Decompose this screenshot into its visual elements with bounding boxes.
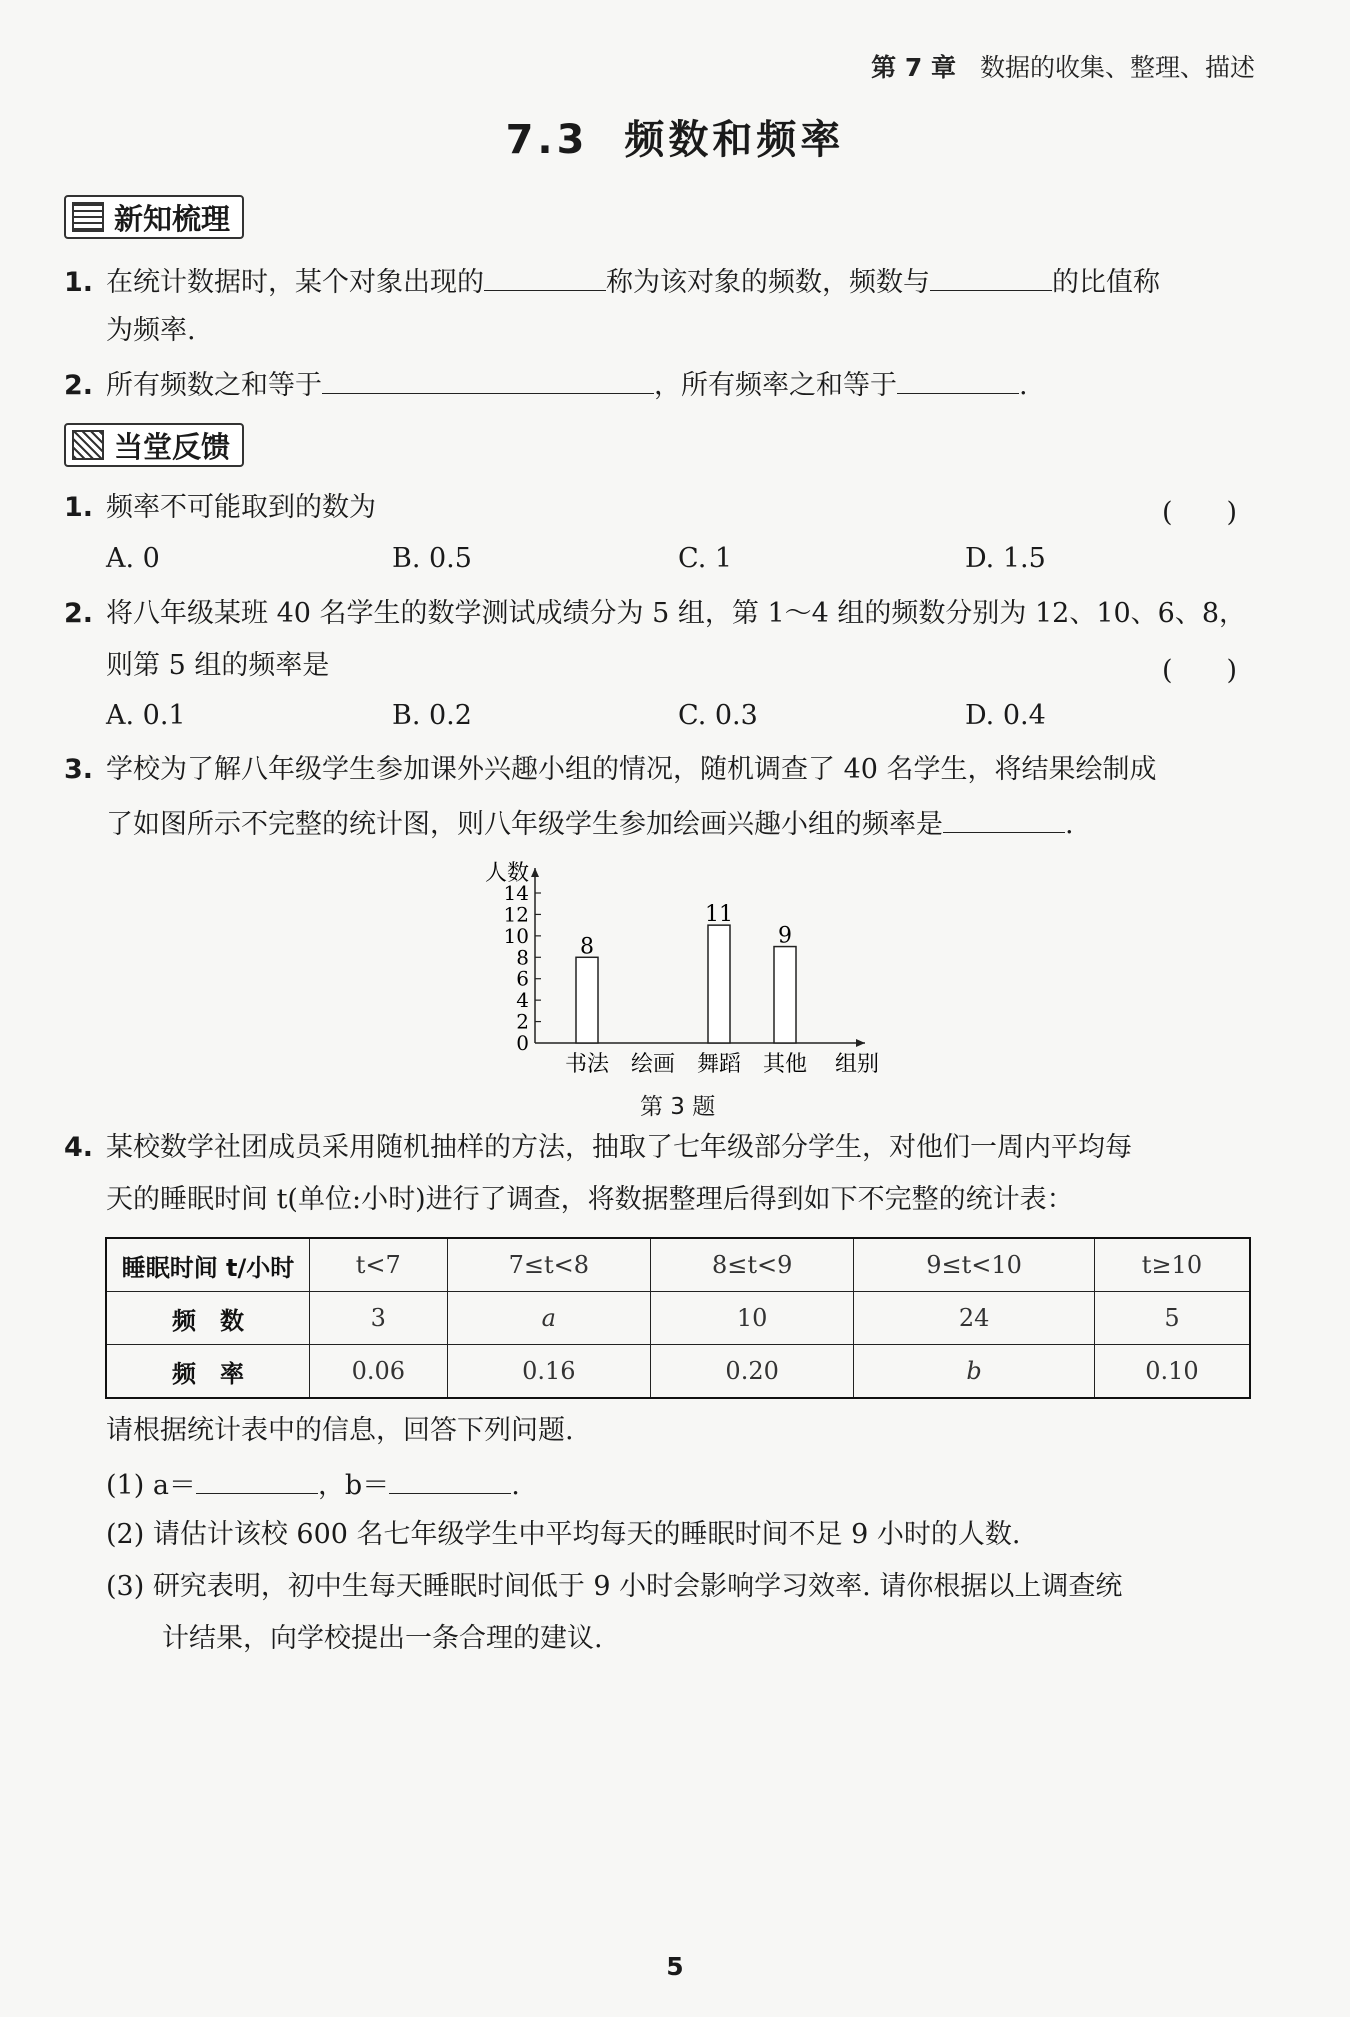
option-d[interactable]: D. 0.4: [965, 700, 1046, 731]
feedback-q3-line2: [106, 804, 1074, 843]
bar-chart: [470, 858, 910, 1088]
x-axis-label: 组别: [834, 1052, 880, 1077]
question-text: 频率不可能取到的数为: [106, 492, 376, 523]
feedback-q2-line2: 则第 5 组的频率是: [106, 650, 330, 681]
section-tag-knowledge: [64, 195, 244, 239]
y-tick-label: 12: [503, 902, 529, 927]
feedback-q1: [64, 490, 376, 526]
section-number: 7.3: [505, 117, 589, 163]
answer-blank[interactable]: [484, 262, 606, 291]
option-a[interactable]: A. 0: [106, 543, 160, 574]
table-cell: 10: [650, 1292, 853, 1345]
data-label: 9: [778, 923, 792, 949]
answer-blank[interactable]: [897, 365, 1019, 394]
page-title: [0, 108, 1350, 165]
table-cell: b: [854, 1345, 1095, 1399]
question-text: .: [1019, 370, 1028, 401]
chapter-label: 第 7 章: [871, 53, 956, 82]
question-text: (1) a＝: [106, 1470, 196, 1501]
option-c[interactable]: C. 0.3: [678, 700, 758, 731]
bar: [576, 957, 598, 1043]
question-text: ，b＝: [317, 1470, 390, 1501]
table-cell: 睡眠时间 t/小时: [106, 1238, 310, 1292]
page-number: 5: [666, 1952, 684, 1981]
chart-caption: 第 3 题: [640, 1094, 716, 1120]
x-tick-label: 绘画: [630, 1052, 676, 1077]
question-text: 所有频数之和等于: [106, 370, 322, 401]
y-tick-label: 8: [516, 945, 529, 970]
section-label: 新知梳理: [114, 201, 231, 236]
bar: [708, 925, 730, 1043]
question-number: 1.: [64, 267, 94, 298]
question-text: 在统计数据时，某个对象出现的: [106, 267, 484, 298]
table-cell: a: [447, 1292, 650, 1345]
answer-paren[interactable]: ( ): [1162, 655, 1238, 686]
x-tick-label: 舞蹈: [696, 1052, 742, 1077]
feedback-q4-line1: [64, 1130, 1132, 1166]
q4-sub1: [106, 1465, 520, 1504]
data-label: 8: [580, 934, 594, 960]
option-b[interactable]: B. 0.5: [392, 543, 472, 574]
question-number: 4.: [64, 1132, 94, 1163]
x-axis-arrow: [856, 1039, 865, 1047]
q4-sub3-line2: 计结果，向学校提出一条合理的建议.: [162, 1623, 603, 1654]
table-cell: 5: [1094, 1292, 1250, 1345]
q4-prompt: 请根据统计表中的信息，回答下列问题.: [106, 1415, 574, 1446]
knowledge-q2: [64, 365, 1028, 404]
knowledge-q1-line1: [64, 262, 1160, 301]
chapter-subject: 数据的收集、整理、描述: [979, 53, 1255, 82]
answer-blank[interactable]: [930, 262, 1052, 291]
feedback-q3-line1: [64, 752, 1157, 788]
table-cell: 7≤t<8: [447, 1238, 650, 1292]
x-tick-label: 书法: [564, 1052, 610, 1077]
question-number: 2.: [64, 370, 94, 401]
section-tag-feedback: [64, 423, 244, 467]
question-text: 学校为了解八年级学生参加课外兴趣小组的情况，随机调查了 40 名学生，将结果绘制成: [106, 754, 1157, 785]
x-tick-label: 其他: [762, 1052, 808, 1077]
table-cell: 8≤t<9: [650, 1238, 853, 1292]
option-a[interactable]: A. 0.1: [106, 700, 186, 731]
table-cell: 0.20: [650, 1345, 853, 1399]
book-icon: [72, 202, 104, 232]
table-row: [106, 1345, 1250, 1399]
question-text: .: [1065, 809, 1074, 840]
table-cell: 0.06: [310, 1345, 448, 1399]
feedback-q4-line2: 天的睡眠时间 t(单位:小时)进行了调查，将数据整理后得到如下不完整的统计表：: [106, 1184, 1074, 1215]
y-tick-label: 10: [503, 923, 529, 948]
table-header-row: [106, 1238, 1250, 1292]
running-header: [871, 48, 1255, 84]
y-tick-label: 6: [516, 966, 529, 991]
table-cell: 频 率: [106, 1345, 310, 1399]
y-tick-label: 14: [503, 881, 529, 905]
sleep-stat-table: [105, 1237, 1251, 1399]
data-label: 11: [705, 902, 733, 928]
table-cell: t≥10: [1094, 1238, 1250, 1292]
y-axis-arrow: [531, 868, 539, 877]
table-cell: 0.10: [1094, 1345, 1250, 1399]
question-text: .: [511, 1470, 520, 1501]
q4-sub3-line1: (3) 研究表明，初中生每天睡眠时间低于 9 小时会影响学习效率. 请你根据以上调查统: [106, 1571, 1123, 1602]
y-tick-label: 2: [516, 1009, 529, 1034]
table-cell: 24: [854, 1292, 1095, 1345]
question-number: 3.: [64, 754, 94, 785]
answer-blank[interactable]: [196, 1465, 318, 1494]
bar: [774, 947, 796, 1043]
question-text: 称为该对象的频数，频数与: [606, 267, 930, 298]
q4-sub2: (2) 请估计该校 600 名七年级学生中平均每天的睡眠时间不足 9 小时的人数.: [106, 1519, 1021, 1550]
table-row: [106, 1292, 1250, 1345]
knowledge-q1-line2: 为频率.: [106, 315, 196, 346]
option-d[interactable]: D. 1.5: [965, 543, 1046, 574]
question-text: 将八年级某班 40 名学生的数学测试成绩分为 5 组，第 1～4 组的频数分别为 12、10、6、8，: [106, 598, 1247, 629]
y-tick-label: 0: [516, 1031, 529, 1055]
table-cell: 3: [310, 1292, 448, 1345]
feedback-q2-line1: [64, 596, 1246, 632]
option-c[interactable]: C. 1: [678, 543, 733, 574]
table-cell: 0.16: [447, 1345, 650, 1399]
table-cell: 频 数: [106, 1292, 310, 1345]
section-title: 频数和频率: [624, 117, 845, 163]
answer-blank[interactable]: [943, 804, 1065, 833]
section-label: 当堂反馈: [114, 429, 231, 464]
table-cell: 9≤t<10: [854, 1238, 1095, 1292]
question-number: 1.: [64, 492, 94, 523]
y-tick-label: 4: [516, 988, 529, 1013]
answer-paren[interactable]: ( ): [1162, 497, 1238, 528]
y-axis-label: 人数: [485, 861, 530, 886]
question-text: 的比值称: [1052, 267, 1160, 298]
question-number: 2.: [64, 598, 94, 629]
question-text: 了如图所示不完整的统计图，则八年级学生参加绘画兴趣小组的频率是: [106, 809, 943, 840]
pencil-icon: [72, 430, 104, 460]
question-text: ，所有频率之和等于: [654, 370, 897, 401]
answer-blank[interactable]: [322, 365, 654, 394]
option-b[interactable]: B. 0.2: [392, 700, 472, 731]
question-text: 某校数学社团成员采用随机抽样的方法，抽取了七年级部分学生，对他们一周内平均每: [106, 1132, 1132, 1163]
table-cell: t<7: [310, 1238, 448, 1292]
answer-blank[interactable]: [389, 1465, 511, 1494]
